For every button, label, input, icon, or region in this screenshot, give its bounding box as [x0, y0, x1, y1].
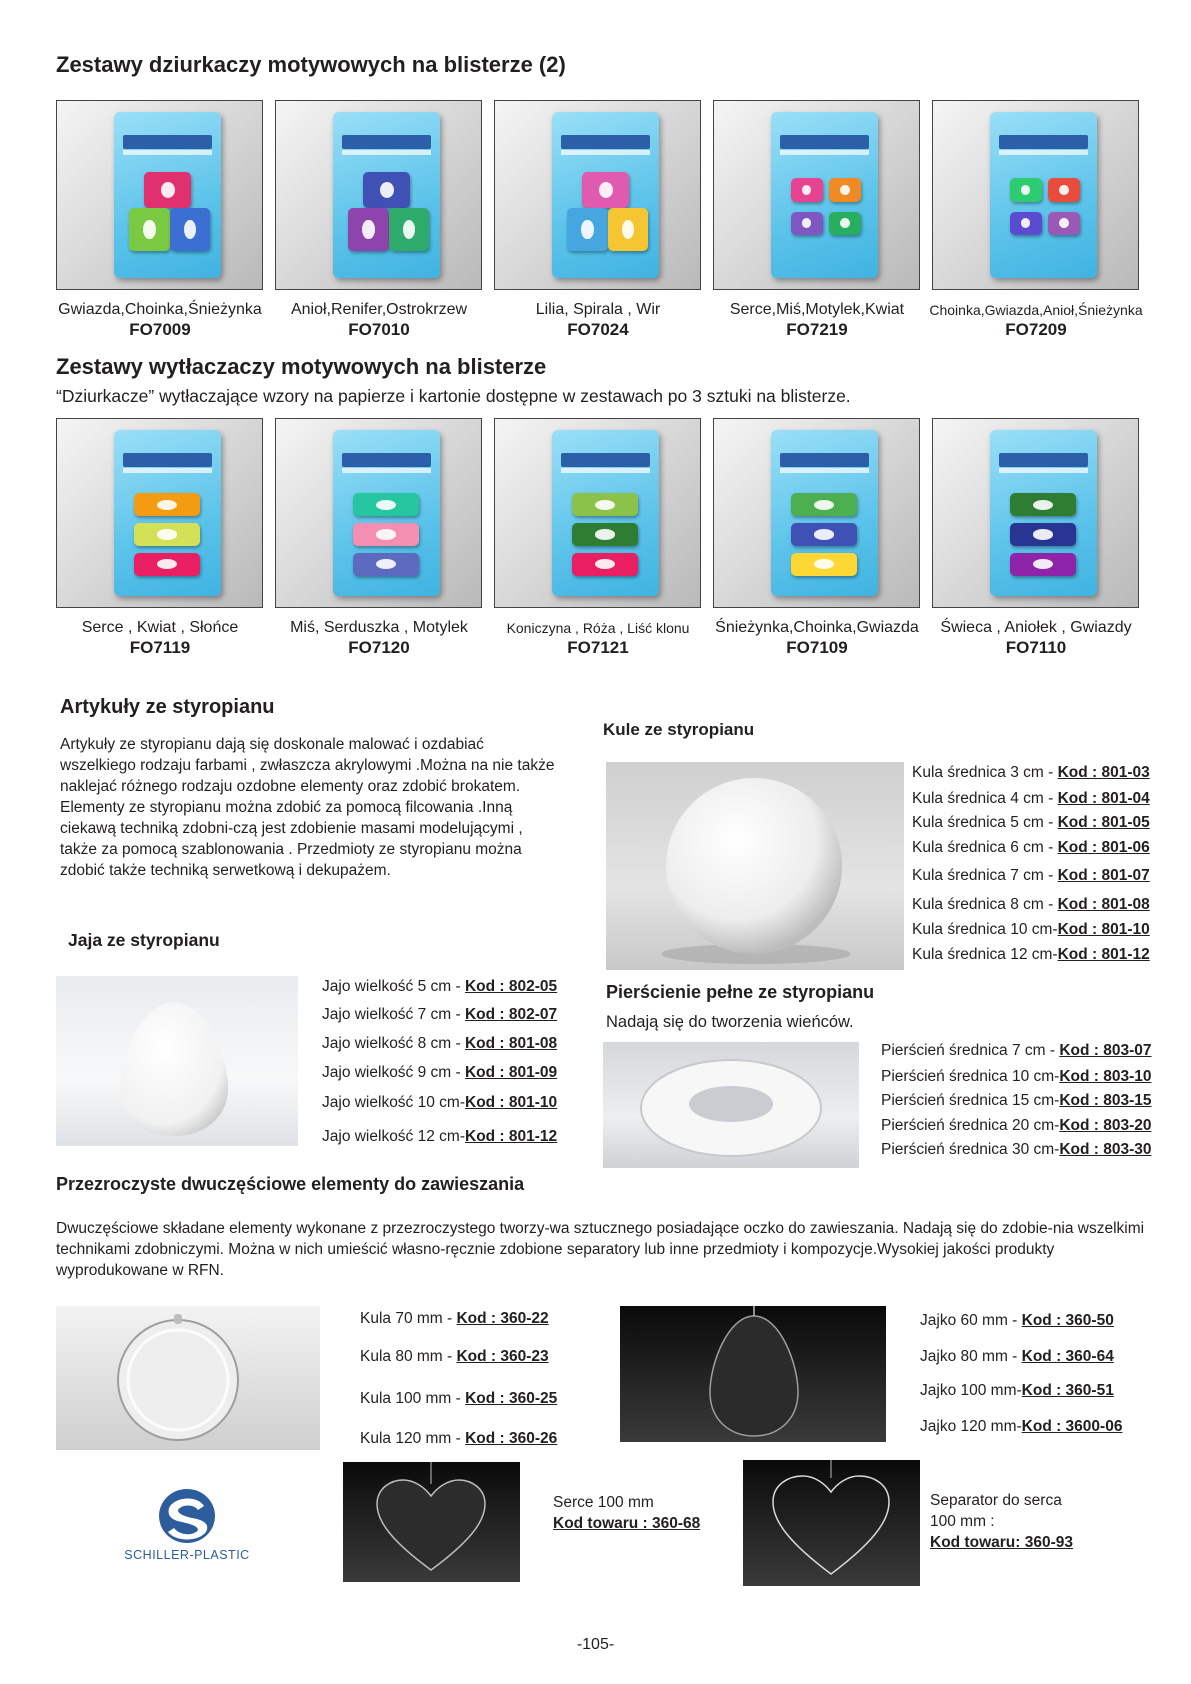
product-caption: [707, 300, 927, 340]
product-caption: [50, 300, 270, 340]
punch-tool: [608, 208, 649, 251]
product-caption: [269, 300, 489, 340]
blister-brand-strip: [342, 453, 432, 466]
clear-title: Przezroczyste dwuczęściowe elementy do zawieszania: [56, 1174, 525, 1194]
punch-tool: [1010, 493, 1076, 516]
item-code: Kod : 360-50: [1021, 1312, 1114, 1329]
punch-tool: [572, 493, 638, 516]
product-caption: [269, 618, 489, 658]
schiller-plastic-logo-mark: [112, 1486, 262, 1546]
item-label: Pierścień średnica 7 cm -: [881, 1042, 1060, 1059]
punch-tool: [791, 178, 823, 201]
blister-photo: [275, 418, 482, 608]
punch-tool: [829, 212, 861, 235]
product-name: Anioł,Renifer,Ostrokrzew: [290, 301, 468, 318]
rings-title: Pierścienie pełne ze styropianu: [606, 982, 875, 1002]
product-code: FO7121: [567, 638, 629, 657]
styro-title: Artykuły ze styropianu: [60, 696, 275, 718]
item-code: Kod : 803-10: [1059, 1068, 1152, 1085]
ball-code-line: [912, 896, 1150, 914]
heart-code: Kod towaru : 360-68: [553, 1515, 701, 1532]
blister-stripe: [123, 468, 213, 473]
item-label: Kula 70 mm -: [360, 1310, 457, 1327]
blister-stripe: [342, 468, 432, 473]
clear-ball-code-line: [360, 1430, 557, 1448]
blister-card: [552, 430, 659, 595]
product-name: Serce , Kwiat , Słońce: [81, 619, 239, 636]
ring-code-line: [881, 1141, 1152, 1159]
balls-title: Kule ze styropianu: [603, 720, 755, 739]
item-label: Kula średnica 6 cm -: [912, 839, 1058, 856]
item-code: Kod : 801-03: [1057, 764, 1150, 781]
item-code: Kod : 801-09: [464, 1064, 558, 1081]
item-code: Kod : 801-10: [1057, 921, 1150, 938]
punch-tool: [1048, 212, 1080, 235]
blister-brand-strip: [999, 453, 1089, 466]
item-code: Kod : 360-25: [465, 1390, 558, 1407]
product-name: Serce,Miś,Motylek,Kwiat: [729, 301, 905, 318]
styro-egg-photo: [56, 976, 298, 1146]
product-caption: [707, 618, 927, 658]
punch-tool: [1010, 212, 1042, 235]
styro-ball-photo: [606, 762, 904, 970]
clear-egg-code-line: [920, 1312, 1114, 1330]
ring-code-line: [881, 1117, 1152, 1135]
egg-code-line: [322, 1128, 557, 1146]
blister-photo: [56, 418, 263, 608]
item-code: Kod : 360-26: [465, 1430, 558, 1447]
item-code: Kod : 360-23: [456, 1348, 549, 1365]
blister-stripe: [780, 150, 870, 155]
item-code: Kod : 801-10: [465, 1094, 558, 1111]
blister-card: [114, 112, 221, 277]
item-label: Kula średnica 4 cm -: [912, 790, 1058, 807]
blister-stripe: [123, 150, 213, 155]
item-code: Kod : 801-12: [465, 1128, 558, 1145]
clear-description: Dwuczęściowe składane elementy wykonane z przezroczystego tworzy-wa sztucznego posiadające oczko do zawieszania. Nadają się do zdobie-nia wszelkimi technikami zdobniczymi. Można w nich umieścić własno-ręcznie zdobione separatory lub inne przedmioty i kompozycje.Wysokiej jakości produkty wyprodukowane w RFN.: [56, 1220, 1145, 1279]
punch-tool: [144, 172, 191, 208]
section-title-punches: Zestawy dziurkaczy motywowych na blisterze (2): [56, 52, 566, 77]
item-label: Jajko 80 mm -: [920, 1348, 1022, 1365]
punch-tool: [353, 523, 419, 546]
eggs-title: Jaja ze styropianu: [68, 930, 220, 950]
punch-tool: [791, 212, 823, 235]
styro-ring-photo: [603, 1042, 859, 1168]
egg-code-line: [322, 1035, 557, 1053]
punch-tool: [829, 178, 861, 201]
schiller-plastic-logo: [112, 1486, 262, 1566]
item-code: Kod : 801-05: [1057, 814, 1150, 831]
punch-tool: [363, 172, 410, 208]
product-name: Świeca , Aniołek , Gwiazdy: [940, 619, 1132, 636]
ring-code-line: [881, 1068, 1152, 1086]
styro-description: Artykuły ze styropianu dają się doskonale malować i ozdabiać wszelkiego rodzaju farbami , zwłaszcza akrylowymi .Można na nie także naklejać różnego rodzaju ozdobne elementy oraz zdobić brokatem. Elementy ze styropianu można zdobić za pomocą filcowania .Inną ciekawą techniką zdobni-czą jest zdobienie masami modelującymi , także za pomocą szablonowania . Przedmioty ze styropianu można zdobić także techniką serwetkową i dekupażem.: [60, 736, 555, 879]
ball-code-line: [912, 814, 1150, 832]
product-code: FO7119: [129, 638, 191, 657]
item-label: Jajo wielkość 12 cm-: [322, 1128, 465, 1145]
item-label: Pierścień średnica 10 cm-: [881, 1068, 1060, 1085]
clear-egg-code-line: [920, 1382, 1114, 1400]
punch-tool: [353, 553, 419, 576]
punch-tool: [1010, 178, 1042, 201]
blister-photo: [932, 418, 1139, 608]
ball-code-line: [912, 790, 1150, 808]
page-number: -105-: [576, 1636, 615, 1653]
item-label: Kula średnica 12 cm-: [912, 946, 1058, 963]
item-code: Kod : 802-07: [464, 1006, 558, 1023]
product-name: Lilia, Spirala , Wir: [535, 301, 661, 318]
blister-card: [771, 112, 878, 277]
product-code: FO7120: [348, 638, 410, 657]
item-label: Jajo wielkość 7 cm -: [322, 1006, 465, 1023]
item-label: Pierścień średnica 30 cm-: [881, 1141, 1060, 1158]
ball-code-line: [912, 921, 1150, 939]
punch-tool: [572, 553, 638, 576]
punch-tool: [134, 523, 200, 546]
blister-card: [114, 430, 221, 595]
product-caption: [50, 618, 270, 658]
blister-photo: [932, 100, 1139, 290]
blister-stripe: [780, 468, 870, 473]
product-code: FO7009: [129, 320, 191, 339]
ball-code-line: [912, 839, 1150, 857]
embossers-subtitle: “Dziurkacze” wytłaczające wzory na papierze i kartonie dostępne w zestawach po 3 sztuki na blisterze.: [56, 386, 851, 406]
rings-subtitle: Nadają się do tworzenia wieńców.: [606, 1013, 854, 1031]
heart-label: Serce 100 mm: [553, 1494, 654, 1511]
item-label: Jajko 100 mm-: [920, 1382, 1022, 1399]
item-label: Kula 100 mm -: [360, 1390, 466, 1407]
blister-photo: [494, 418, 701, 608]
punch-tool: [791, 493, 857, 516]
punch-tool: [1010, 553, 1076, 576]
punch-tool: [134, 493, 200, 516]
clear-egg-photo: [620, 1306, 886, 1442]
blister-brand-strip: [999, 135, 1089, 148]
punch-tool: [129, 208, 170, 251]
heart-separator-photo: [743, 1460, 920, 1586]
egg-code-line: [322, 978, 557, 996]
punch-tool: [791, 523, 857, 546]
punch-tool: [572, 523, 638, 546]
product-name: Koniczyna , Róża , Liść klonu: [506, 620, 690, 636]
blister-card: [333, 430, 440, 595]
item-code: Kod : 803-30: [1059, 1141, 1152, 1158]
product-code: FO7219: [786, 320, 848, 339]
product-name: Śnieżynka,Choinka,Gwiazda: [715, 619, 919, 636]
item-label: Kula średnica 7 cm -: [912, 867, 1058, 884]
item-code: Kod : 3600-06: [1021, 1418, 1123, 1435]
item-label: Kula średnica 5 cm -: [912, 814, 1058, 831]
item-code: Kod : 360-22: [456, 1310, 549, 1327]
clear-heart-photo: [343, 1462, 520, 1582]
ring-code-line: [881, 1042, 1151, 1060]
item-label: Jajko 60 mm -: [920, 1312, 1022, 1329]
separator-info: [930, 1490, 1073, 1553]
logo-text: SCHILLER-PLASTIC: [124, 1548, 250, 1562]
item-code: Kod : 801-08: [464, 1035, 558, 1052]
blister-stripe: [561, 150, 651, 155]
blister-brand-strip: [780, 135, 870, 148]
punch-tool: [1048, 178, 1080, 201]
section-title-embossers: Zestawy wytłaczaczy motywowych na blisterze: [56, 354, 547, 379]
product-code: FO7209: [1005, 320, 1067, 339]
item-code: Kod : 801-06: [1057, 839, 1150, 856]
punch-tool: [134, 553, 200, 576]
blister-card: [333, 112, 440, 277]
heart-info: [553, 1492, 700, 1534]
ball-code-line: [912, 764, 1150, 782]
product-caption: [926, 618, 1146, 658]
egg-code-line: [322, 1094, 557, 1112]
blister-stripe: [561, 468, 651, 473]
item-code: Kod : 360-64: [1021, 1348, 1114, 1365]
product-caption: [488, 618, 708, 658]
product-code: FO7024: [567, 320, 629, 339]
blister-photo: [275, 100, 482, 290]
punch-tool: [1010, 523, 1076, 546]
punch-tool: [582, 172, 629, 208]
item-label: Kula średnica 3 cm -: [912, 764, 1058, 781]
blister-photo: [713, 100, 920, 290]
item-code: Kod : 801-07: [1057, 867, 1150, 884]
product-name: Gwiazda,Choinka,Śnieżynka: [58, 301, 262, 318]
blister-card: [771, 430, 878, 595]
product-caption: [926, 300, 1146, 340]
ball-code-line: [912, 867, 1150, 885]
blister-brand-strip: [342, 135, 432, 148]
item-label: Kula 120 mm -: [360, 1430, 466, 1447]
item-label: Jajo wielkość 10 cm-: [322, 1094, 465, 1111]
product-code: FO7110: [1005, 638, 1067, 657]
item-code: Kod : 360-51: [1021, 1382, 1114, 1399]
blister-brand-strip: [561, 135, 651, 148]
item-label: Jajo wielkość 9 cm -: [322, 1064, 465, 1081]
egg-code-line: [322, 1006, 557, 1024]
separator-label-1: Separator do serca: [930, 1492, 1062, 1509]
item-label: Jajo wielkość 5 cm -: [322, 978, 465, 995]
item-code: Kod : 803-07: [1059, 1042, 1152, 1059]
item-code: Kod : 801-12: [1057, 946, 1150, 963]
punch-tool: [170, 208, 211, 251]
item-label: Jajko 120 mm-: [920, 1418, 1022, 1435]
punch-tool: [353, 493, 419, 516]
punch-tool: [791, 553, 857, 576]
clear-egg-code-line: [920, 1348, 1114, 1366]
blister-card: [990, 112, 1097, 277]
clear-ball-code-line: [360, 1390, 557, 1408]
blister-card: [552, 112, 659, 277]
item-label: Kula średnica 10 cm-: [912, 921, 1058, 938]
punch-tool: [348, 208, 389, 251]
blister-photo: [494, 100, 701, 290]
blister-card: [990, 430, 1097, 595]
product-caption: [488, 300, 708, 340]
item-code: Kod : 802-05: [464, 978, 558, 995]
item-label: Pierścień średnica 15 cm-: [881, 1092, 1060, 1109]
blister-stripe: [999, 150, 1089, 155]
blister-photo: [713, 418, 920, 608]
clear-egg-code-line: [920, 1418, 1122, 1436]
separator-label-2: 100 mm :: [930, 1513, 995, 1530]
clear-ball-code-line: [360, 1348, 549, 1366]
item-code: Kod : 801-04: [1057, 790, 1150, 807]
clear-ball-code-line: [360, 1310, 549, 1328]
item-label: Jajo wielkość 8 cm -: [322, 1035, 465, 1052]
item-code: Kod : 803-15: [1059, 1092, 1152, 1109]
clear-ball-photo: [56, 1306, 320, 1450]
blister-photo: [56, 100, 263, 290]
ball-code-line: [912, 946, 1150, 964]
blister-brand-strip: [123, 453, 213, 466]
egg-code-line: [322, 1064, 557, 1082]
blister-brand-strip: [123, 135, 213, 148]
item-code: Kod : 803-20: [1059, 1117, 1152, 1134]
product-name: Miś, Serduszka , Motylek: [290, 619, 468, 636]
blister-stripe: [999, 468, 1089, 473]
punch-tool: [389, 208, 430, 251]
product-name: Choinka,Gwiazda,Anioł,Śnieżynka: [929, 302, 1143, 318]
blister-brand-strip: [561, 453, 651, 466]
item-code: Kod : 801-08: [1057, 896, 1150, 913]
product-code: FO7109: [786, 638, 848, 657]
item-label: Kula 80 mm -: [360, 1348, 457, 1365]
ring-code-line: [881, 1092, 1152, 1110]
punch-tool: [567, 208, 608, 251]
product-code: FO7010: [348, 320, 410, 339]
item-label: Pierścień średnica 20 cm-: [881, 1117, 1060, 1134]
separator-code: Kod towaru: 360-93: [930, 1534, 1073, 1551]
item-label: Kula średnica 8 cm -: [912, 896, 1058, 913]
blister-stripe: [342, 150, 432, 155]
blister-brand-strip: [780, 453, 870, 466]
